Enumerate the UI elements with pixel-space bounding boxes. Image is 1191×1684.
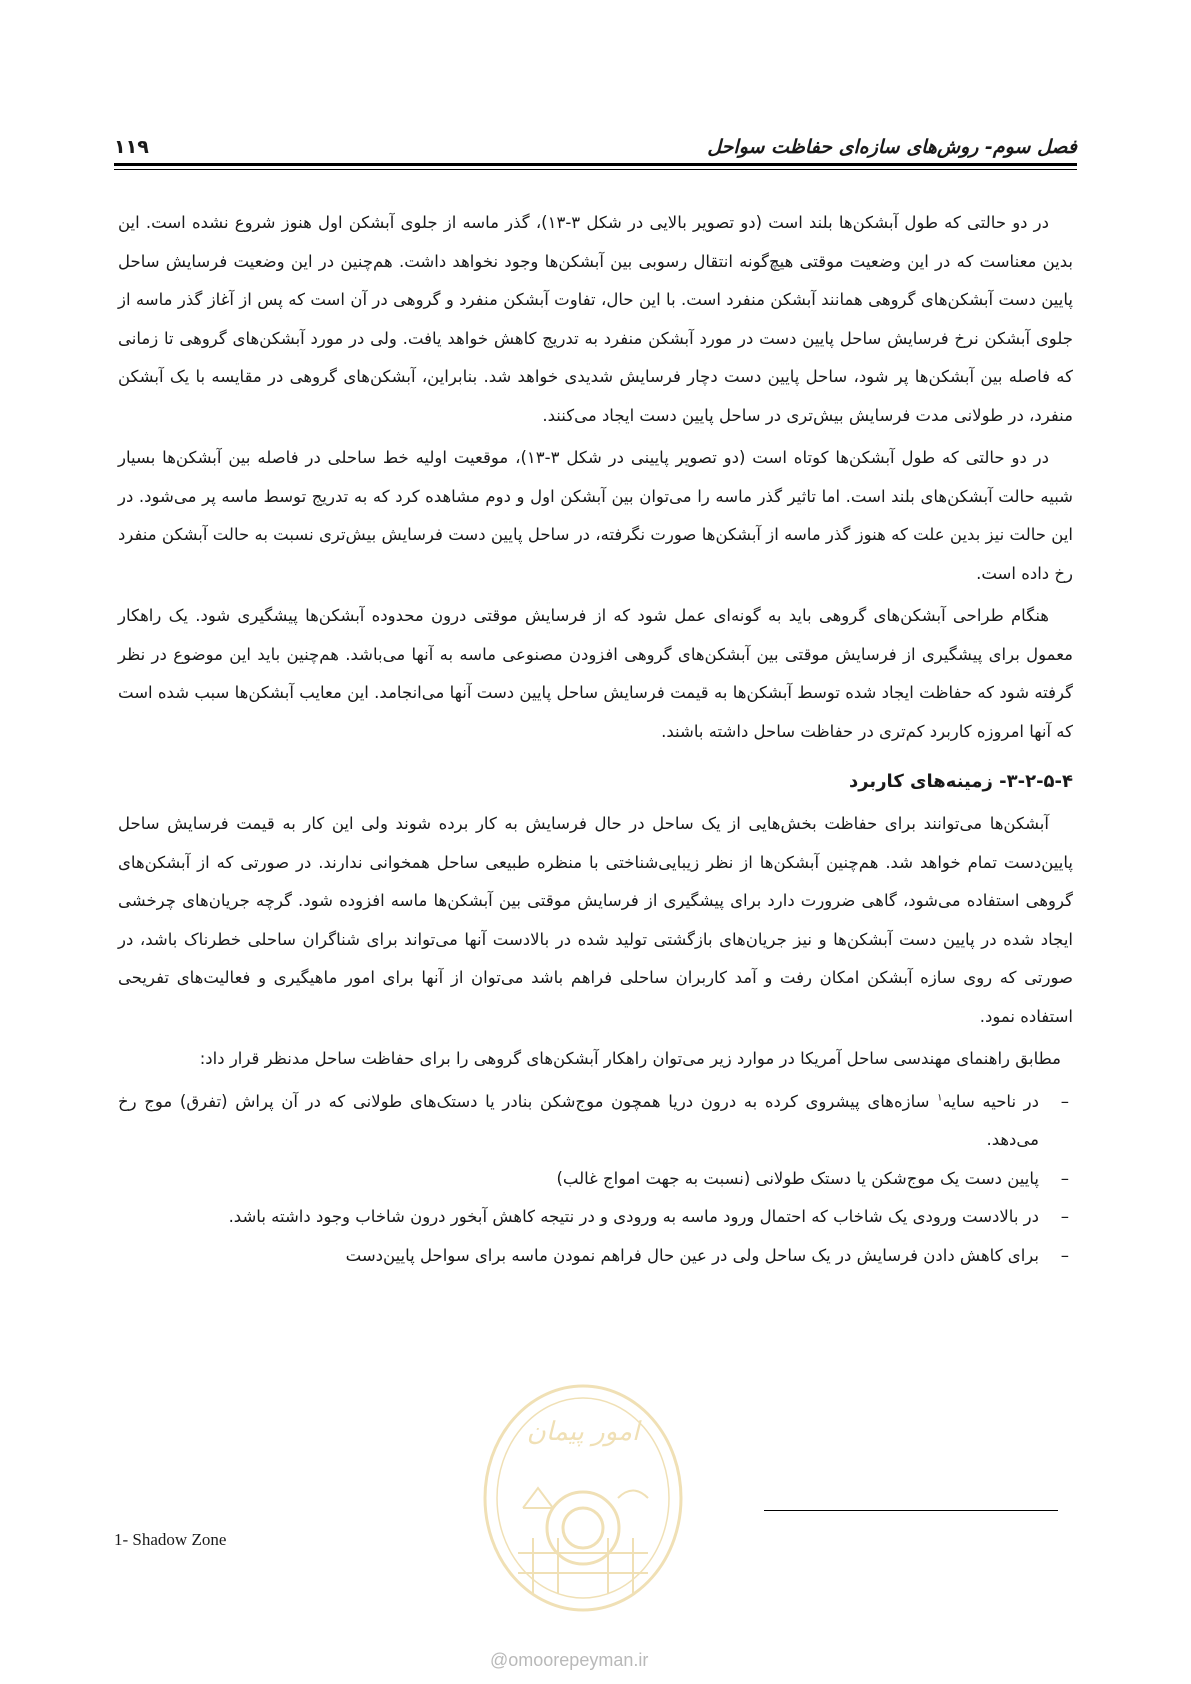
header-rule-thin: [114, 169, 1077, 170]
paragraph-applications: آبشکن‌ها می‌توانند برای حفاظت بخش‌هایی از یک ساحل در حال فرسایش به کار برده شوند ولی این کار به قیمت فرسایش ساحل پایین‌دست تمام خواهد شد. هم‌چنین آبشکن‌ها از نظر زیبایی‌شناختی با منظره طبیعی ساحل همخوانی ندارند. در صورتی که از آبشکن‌های گروهی استفاده می‌شود، گاهی ضرورت دارد برای پیشگیری از فرسایش موقتی بین آبشکن‌ها ماسه افزوده شود. گرچه جریان‌های چرخشی ایجاد شده در پایین دست آبشکن‌ها و نیز جریان‌های بازگشتی تولید شده در بالادست آنها می‌تواند برای شناگران ساحلی خطرناک باشد، در صورتی که روی سازه آبشکن امکان رفت و آمد کاربران ساحلی فراهم باشد می‌توان از آنها برای امور ماهیگیری و فعالیت‌های تفریحی استفاده نمود.: [118, 814, 1073, 1026]
watermark-seal-icon: [478, 1378, 688, 1618]
seal-text: امور پیمان: [526, 1417, 640, 1447]
dash-bullet: –: [1060, 1168, 1069, 1188]
list-item: – برای کاهش دادن فرسایش در یک ساحل ولی در عین حال فراهم نمودن ماسه برای سواحل پایین‌دست: [118, 1237, 1069, 1276]
dash-bullet: –: [1060, 1207, 1069, 1226]
dash-bullet: –: [1060, 1245, 1069, 1265]
page-number: ۱۱۹: [114, 136, 149, 158]
footnote-rule: [764, 1510, 1058, 1511]
paragraph-intro: مطابق راهنمای مهندسی ساحل آمریکا در موارد زیر می‌توان راهکار آبشکن‌های گروهی را برای حفاظت ساحل مدنظر قرار داد:: [199, 1049, 1061, 1068]
footnote: 1- Shadow Zone: [114, 1530, 227, 1549]
page-header: [114, 128, 1077, 158]
list-item: – در ناحیه سایه$^۱$ سازه‌های پیشروی کرده به درون دریا همچون موج‌شکن بنادر یا دستک‌های طولانی که در آن پراش (تفرق) موج رخ می‌دهد.: [118, 1083, 1069, 1160]
section-heading: ۳-۲-۵-۴- زمینه‌های کاربرد: [849, 771, 1073, 792]
list-item: – پایین دست یک موج‌شکن یا دستک طولانی (نسبت به جهت امواج غالب): [118, 1160, 1069, 1199]
watermark-url: @omoorepeyman.ir: [490, 1650, 649, 1670]
chapter-title: فصل سوم- روش‌های سازه‌ای حفاظت سواحل: [707, 136, 1077, 158]
paragraph-long-groins: در دو حالتی که طول آبشکن‌ها بلند است (دو تصویر بالایی در شکل ۳-۱۳)، گذر ماسه از جلوی آبشکن اول هنوز شروع نشده است. این بدین معناست که در این وضعیت موقتی هیچ‌گونه انتقال رسوبی بین آبشکن‌ها وجود نخواهد داشت. هم‌چنین در این وضعیت فرسایش ساحل پایین دست آبشکن‌های گروهی همانند آبشکن منفرد است. با این حال، تفاوت آبشکن منفرد و گروهی در آن است که پس از آغاز گذر ماسه از جلوی آبشکن نرخ فرسایش ساحل پایین دست در مورد آبشکن منفرد به تدریج کاهش خواهد یافت. ولی در مورد آبشکن‌های گروهی تا زمانی که فاصله بین آبشکن‌ها پر شود، ساحل پایین دست دچار فرسایش شدیدی خواهد شد. بنابراین، آبشکن‌های گروهی در مقایسه با یک آبشکن منفرد، در طولانی مدت فرسایش بیش‌تری در ساحل پایین دست ایجاد می‌کنند.: [118, 213, 1073, 425]
footnote-ref[interactable]: ۱: [937, 1092, 943, 1103]
dash-bullet: –: [1060, 1091, 1069, 1111]
application-list: [118, 1083, 1073, 1276]
paragraph-design: هنگام طراحی آبشکن‌های گروهی باید به گونه‌ای عمل شود که از فرسایش موقتی درون محدوده آبشکن‌ها پیشگیری شود. یک راهکار معمول برای پیشگیری از فرسایش موقتی بین آبشکن‌های گروهی افزودن مصنوعی ماسه به آنها می‌باشد. هم‌چنین باید این موضوع در نظر گرفته شود که حفاظت ایجاد شده توسط آبشکن‌ها به قیمت فرسایش ساحل پایین دست آنها می‌انجامد. این معایب آبشکن‌ها سبب شده است که آنها امروزه کاربرد کم‌تری در حفاظت ساحل داشته باشند.: [118, 606, 1073, 741]
list-item: – در بالادست ورودی یک شاخاب که احتمال ورود ماسه به ورودی و در نتیجه کاهش آبخور درون شاخاب وجود داشته باشد.: [118, 1198, 1069, 1237]
header-rule-thick: [114, 163, 1077, 166]
paragraph-short-groins: در دو حالتی که طول آبشکن‌ها کوتاه است (دو تصویر پایینی در شکل ۳-۱۳)، موقعیت اولیه خط ساحلی در فاصله بین آبشکن‌ها بسیار شبیه حالت آبشکن‌های بلند است. اما تاثیر گذر ماسه را می‌توان بین آبشکن اول و دوم مشاهده کرد که به تدریج توسط ماسه پر می‌شود. در این حالت نیز بدین علت که هنوز گذر ماسه از آبشکن‌ها صورت نگرفته، در ساحل پایین دست فرسایش بیش‌تری نسبت به حالت آبشکن منفرد رخ داده است.: [118, 448, 1073, 583]
page-content: [118, 204, 1073, 1275]
